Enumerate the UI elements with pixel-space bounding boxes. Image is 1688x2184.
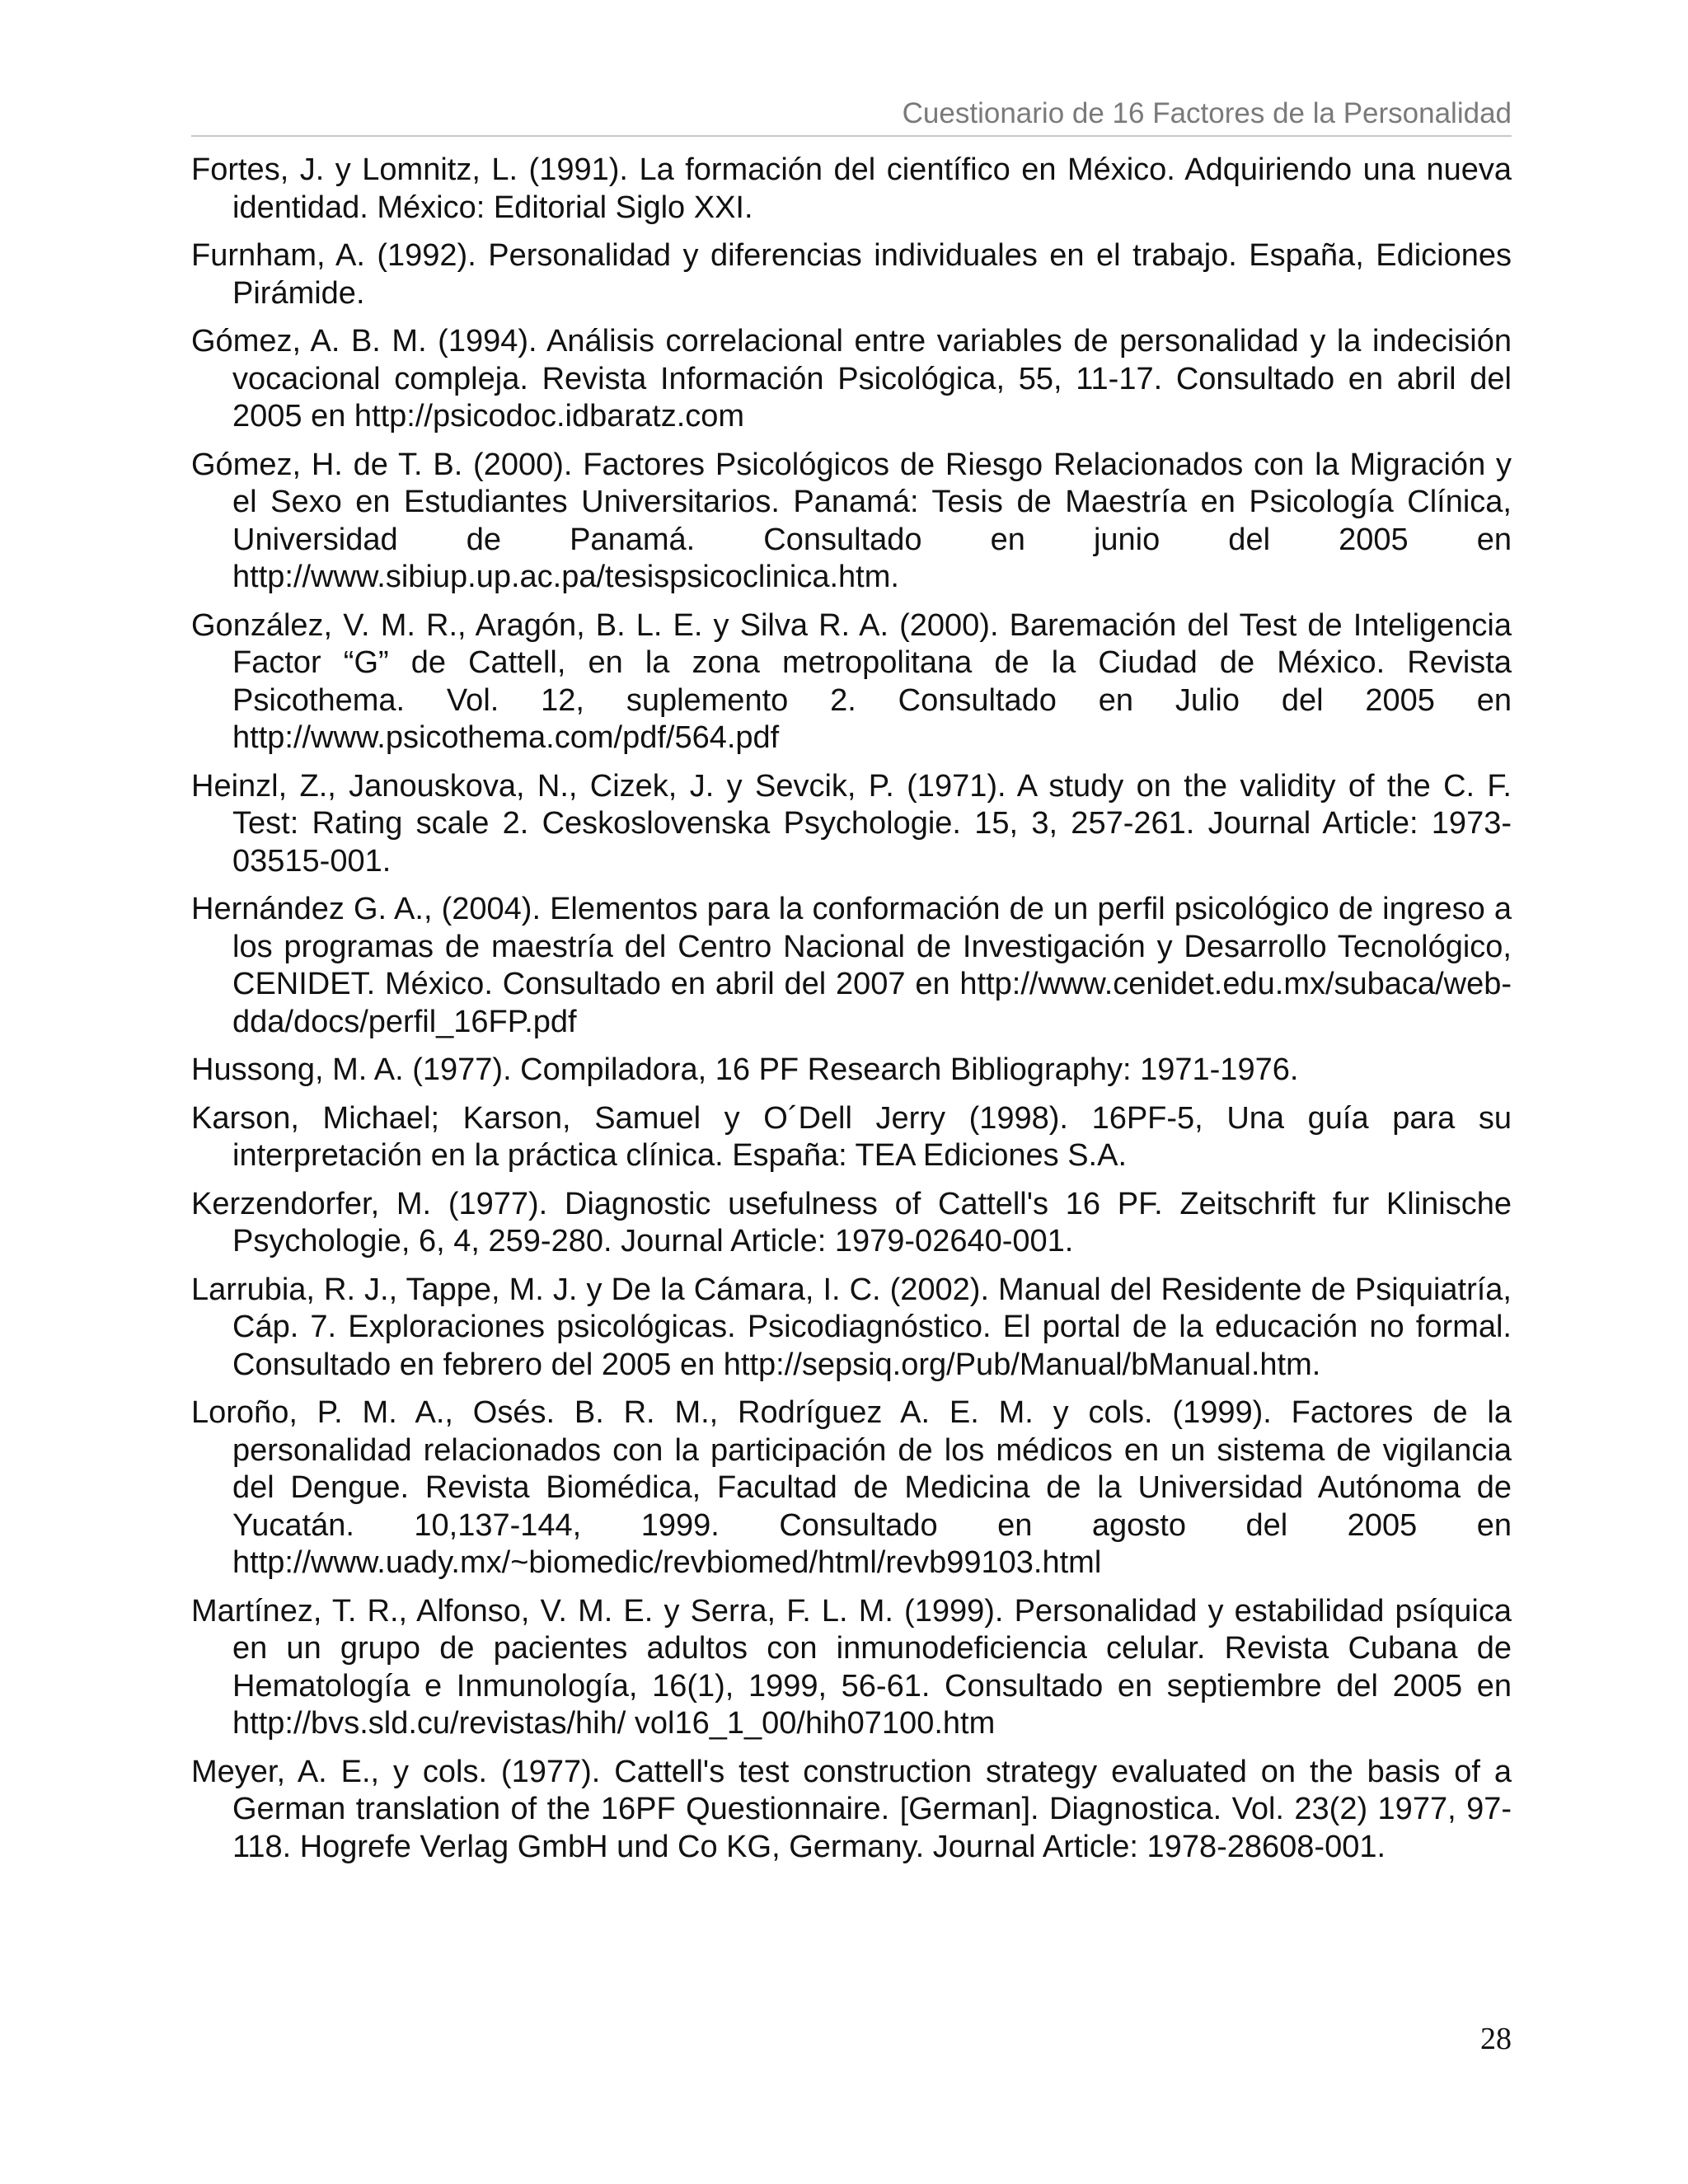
reference-entry: Hussong, M. A. (1977). Compiladora, 16 PF Research Bibliography: 1971-1976. — [191, 1052, 1299, 1087]
reference-entry: Heinzl, Z., Janouskova, N., Cizek, J. y Sevcik, P. (1971). A study on the validity of the C. F. Test: Rating scale 2. Ceskoslovenska Psychologie. 15, 3, 257-261. Journal Article: 1973-03515-001. — [191, 768, 1512, 879]
reference-entry: Martínez, T. R., Alfonso, V. M. E. y Serra, F. L. M. (1999). Personalidad y estabilidad psíquica en un grupo de pacientes adultos con inmunodeficiencia celular. Revista Cubana de Hematología e Inmunología, 16(1), 1999, 56-61. Consultado en septiembre del 2005 en http://bvs.sld.cu/revistas/hih/ vol16_1_00/hih07100.htm — [191, 1593, 1512, 1741]
reference-list — [191, 152, 1512, 1877]
reference-entry: Kerzendorfer, M. (1977). Diagnostic usefulness of Cattell's 16 PF. Zeitschrift fur Klinische Psychologie, 6, 4, 259-280. Journal Article: 1979-02640-001. — [191, 1186, 1512, 1258]
reference-entry: Furnham, A. (1992). Personalidad y diferencias individuales en el trabajo. España, Ediciones Pirámide. — [191, 238, 1512, 311]
reference-entry: Fortes, J. y Lomnitz, L. (1991). La formación del científico en México. Adquiriendo una nueva identidad. México: Editorial Siglo XXI. — [191, 152, 1512, 225]
page-header — [191, 92, 1512, 137]
header-title: Cuestionario de 16 Factores de la Personalidad — [902, 97, 1512, 129]
reference-entry: Karson, Michael; Karson, Samuel y O´Dell Jerry (1998). 16PF-5, Una guía para su interpretación en la práctica clínica. España: TEA Ediciones S.A. — [191, 1100, 1512, 1173]
reference-entry: Hernández G. A., (2004). Elementos para la conformación de un perfil psicológico de ingreso a los programas de maestría del Centro Nacional de Investigación y Desarrollo Tecnológico, CENIDET. México. Consultado en abril del 2007 en http://www.cenidet.edu.mx/subaca/web-dda/docs/perfil_16FP.pdf — [191, 892, 1512, 1039]
reference-entry: Meyer, A. E., y cols. (1977). Cattell's test construction strategy evaluated on the basis of a German translation of the 16PF Questionnaire. [German]. Diagnostica. Vol. 23(2) 1977, 97-118. Hogrefe Verlag GmbH und Co KG, Germany. Journal Article: 1978-28608-001. — [191, 1754, 1512, 1864]
reference-entry: Gómez, A. B. M. (1994). Análisis correlacional entre variables de personalidad y la indecisión vocacional compleja. Revista Información Psicológica, 55, 11-17. Consultado en abril del 2005 en http://psicodoc.idbaratz.com — [191, 324, 1512, 434]
reference-entry: Gómez, H. de T. B. (2000). Factores Psicológicos de Riesgo Relacionados con la Migración y el Sexo en Estudiantes Universitarios. Panamá: Tesis de Maestría en Psicología Clínica, Universidad de Panamá. Consultado en junio del 2005 en http://www.sibiup.up.ac.pa/tesispsicoclinica.htm. — [191, 447, 1512, 594]
page-number: 28 — [1480, 2022, 1512, 2056]
reference-entry: Larrubia, R. J., Tappe, M. J. y De la Cámara, I. C. (2002). Manual del Residente de Psiquiatría, Cáp. 7. Exploraciones psicológicas. Psicodiagnóstico. El portal de la educación no formal. Consultado en febrero del 2005 en http://sepsiq.org/Pub/Manual/bManual.htm. — [191, 1272, 1512, 1382]
reference-entry: González, V. M. R., Aragón, B. L. E. y Silva R. A. (2000). Baremación del Test de Inteligencia Factor “G” de Cattell, en la zona metropolitana de la Ciudad de México. Revista Psicothema. Vol. 12, suplemento 2. Consultado en Julio del 2005 en http://www.psicothema.com/pdf/564.pdf — [191, 607, 1512, 755]
reference-entry: Loroño, P. M. A., Osés. B. R. M., Rodríguez A. E. M. y cols. (1999). Factores de la personalidad relacionados con la participación de los médicos en un sistema de vigilancia del Dengue. Revista Biomédica, Facultad de Medicina de la Universidad Autónoma de Yucatán. 10,137-144, 1999. Consultado en agosto del 2005 en http://www.uady.mx/~biomedic/revbiomed/html/revb99103.html — [191, 1395, 1512, 1580]
